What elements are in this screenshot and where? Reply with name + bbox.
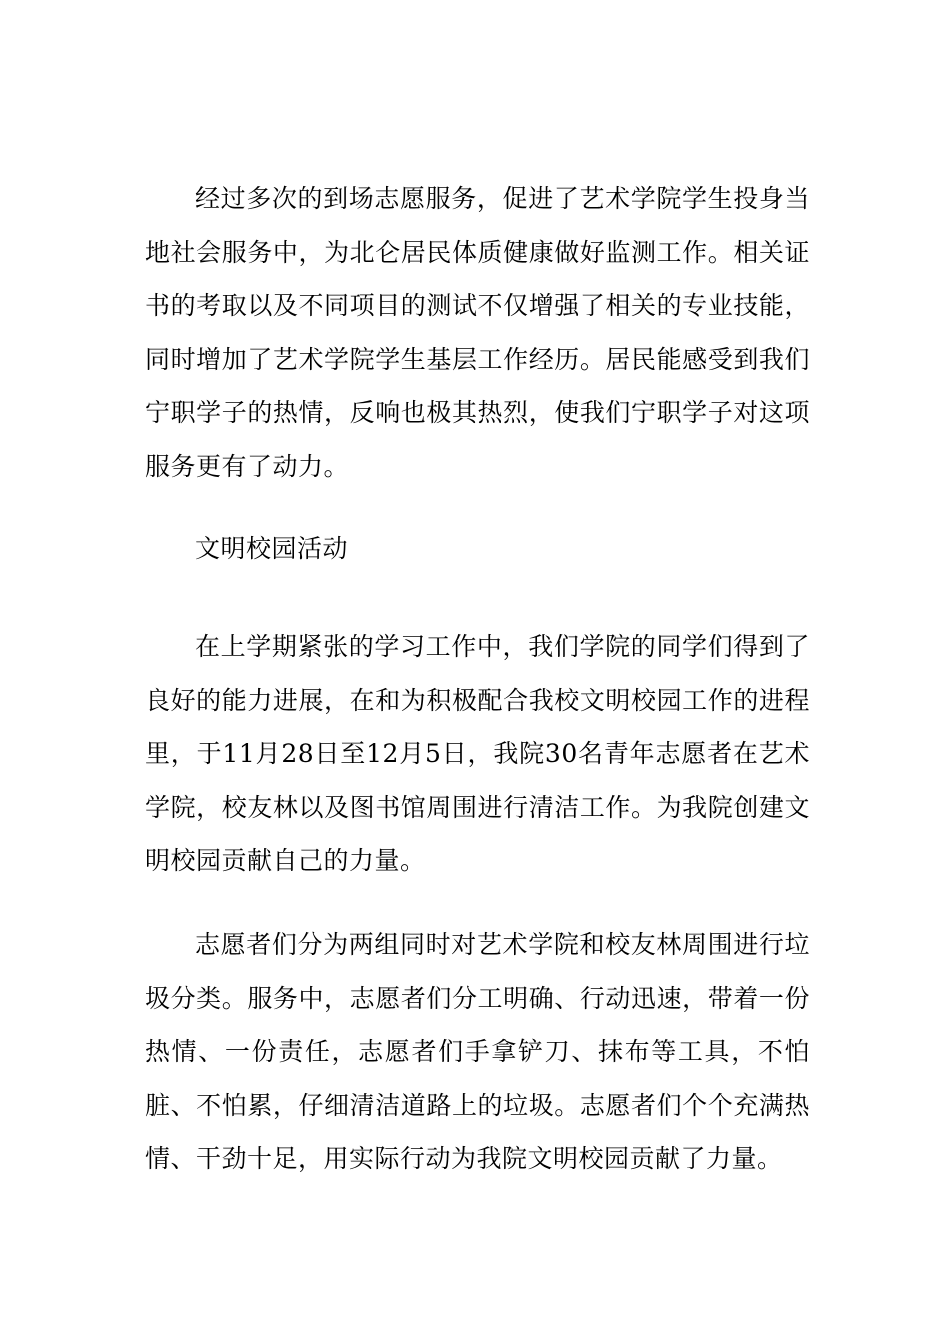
paragraph-waste-sorting: 志愿者们分为两组同时对艺术学院和校友林周围进行垃圾分类。服务中，志愿者们分工明确、行动迅速，带着一份热情、一份责任，志愿者们手拿铲刀、抹布等工具，不怕脏、不怕累，仔细清洁道路上的垃圾。志愿者们个个充满热情、干劲十足，用实际行动为我院文明校园贡献了力量。 (145, 930, 810, 1173)
paragraph-volunteer-service: 经过多次的到场志愿服务，促进了艺术学院学生投身当地社会服务中，为北仑居民体质健康做好监测工作。相关证书的考取以及不同项目的测试不仅增强了相关的专业技能，同时增加了艺术学院学生基层工作经历。居民能感受到我们宁职学子的热情，反响也极其热烈，使我们宁职学子对这项服务更有了动力。 (145, 184, 810, 481)
section-heading: 文明校园活动 (195, 534, 349, 563)
paragraph-campus-cleaning: 在上学期紧张的学习工作中，我们学院的同学们得到了良好的能力进展，在和为积极配合我校文明校园工作的进程里，于11月28日至12月5日，我院30名青年志愿者在艺术学院，校友林以及图书馆周围进行清洁工作。为我院创建文明校园贡献自己的力量。 (145, 632, 810, 875)
